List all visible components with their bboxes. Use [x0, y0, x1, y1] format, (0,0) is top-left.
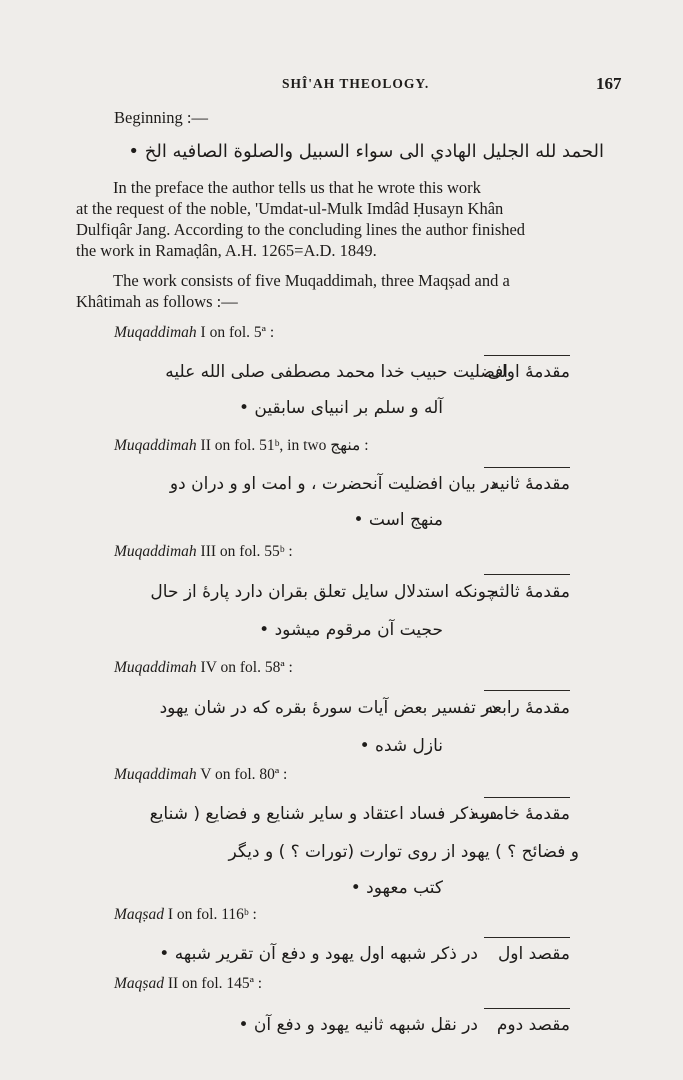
section-arabic-line: در ذکر شبهه اول یهود و دفع آن تقریر شبهه • — [159, 944, 478, 964]
section-arabic-line: در بیان افضلیت آنحضرت ، و امت او و دران دو — [169, 474, 497, 494]
section-arabic-line: نازل شده • — [359, 736, 443, 756]
preface-paragraph — [76, 177, 626, 261]
section-arabic-line: حجیت آن مرقوم میشود • — [259, 620, 443, 640]
label-overline — [484, 1008, 570, 1009]
section-caption: Maqṣad I on fol. 116ᵇ : — [114, 906, 257, 923]
section-arabic-line: در ذکر فساد اعتقاد و سایر شنایع و فضایع ( شنایع — [149, 804, 497, 824]
beginning-label: Beginning :— — [114, 108, 208, 127]
section-label: مقصد دوم — [496, 1015, 570, 1035]
label-overline — [484, 574, 570, 575]
section-label: مقصد اول — [497, 944, 570, 964]
preface-line: the work in Ramaḍân, A.H. 1265=A.D. 1849. — [76, 241, 377, 260]
section-caption: Maqṣad II on fol. 145ª : — [114, 975, 263, 992]
section-label: مقدمهٔ خامسه — [470, 804, 570, 824]
structure-line: The work consists of five Muqaddimah, three Maqṣad and a — [113, 271, 510, 290]
section-arabic-line: و فضائح ؟ ) یهود از روی توارت (تورات ؟ ) و دیگر — [228, 842, 579, 862]
section-label: مقدمهٔ اولی — [487, 362, 570, 382]
section-arabic-line: منهج است • — [353, 510, 443, 530]
label-overline — [484, 690, 570, 691]
preface-line: Dulfiqâr Jang. According to the concluding lines the author finished — [76, 220, 526, 239]
section-label: مقدمهٔ رابعه — [484, 698, 570, 718]
preface-line: In the preface the author tells us that he wrote this work — [113, 178, 481, 197]
label-overline — [484, 937, 570, 938]
structure-line: Khâtimah as follows :— — [76, 292, 238, 311]
running-header-title: SHÎ'AH THEOLOGY. — [282, 76, 430, 91]
section-arabic-line: در نقل شبهه ثانیه یهود و دفع آن • — [238, 1015, 478, 1035]
section-caption: Muqaddimah III on fol. 55ᵇ : — [114, 543, 293, 560]
section-caption: Muqaddimah II on fol. 51ᵇ, in two منهج : — [114, 437, 369, 454]
section-caption: Muqaddimah V on fol. 80ª : — [114, 766, 288, 783]
section-arabic-line: چونکه استدلال سایل تعلق بقران دارد پارهٔ از حال — [150, 582, 497, 602]
label-overline — [484, 797, 570, 798]
section-arabic-line: آله و سلم بر انبیای سابقین • — [239, 398, 443, 418]
beginning-arabic: الحمد لله الجليل الهادي الى سواء السبيل والصلوة الصافيه الخ • — [128, 141, 604, 162]
preface-line: at the request of the noble, 'Umdat-ul-Mulk Imdâd Ḥusayn Khân — [76, 199, 504, 218]
label-overline — [484, 355, 570, 356]
section-arabic-line: در تفسیر بعض آیات سورهٔ بقره که در شان یهود — [159, 698, 497, 718]
page-number: 167 — [596, 74, 622, 93]
section-arabic-line: افضلیت حبیب خدا محمد مصطفی صلی الله علیه — [165, 362, 508, 382]
structure-paragraph — [76, 270, 626, 312]
section-label: مقدمهٔ ثانیه — [490, 474, 570, 494]
label-overline — [484, 467, 570, 468]
section-caption: Muqaddimah I on fol. 5ª : — [114, 324, 275, 341]
section-arabic-line: کتب معهود • — [350, 878, 443, 898]
section-caption: Muqaddimah IV on fol. 58ª : — [114, 659, 293, 676]
section-label: مقدمهٔ ثالثه — [490, 582, 570, 602]
